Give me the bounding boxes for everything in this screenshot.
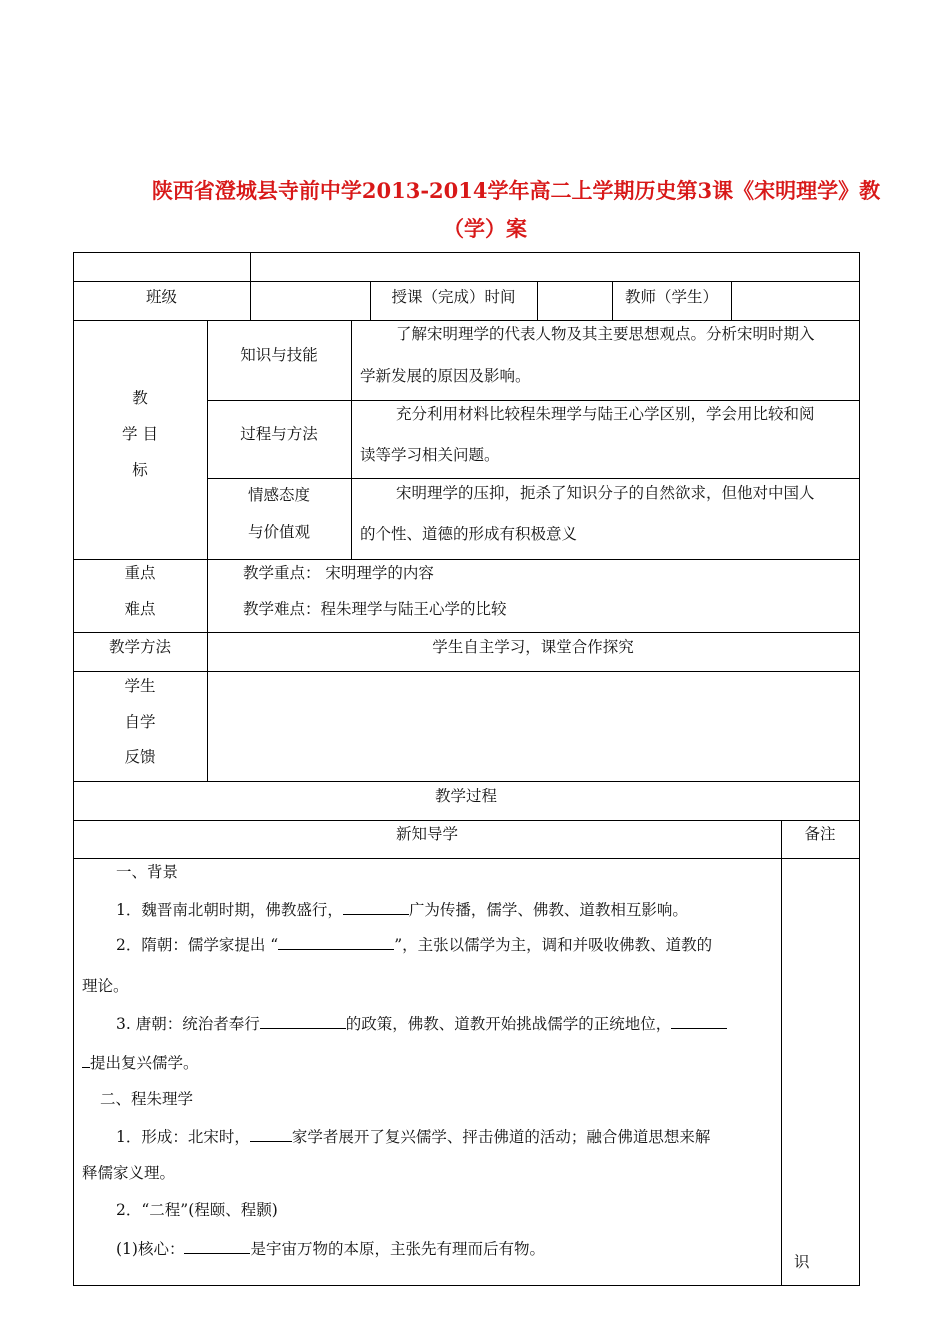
- teacher-label: 教师（学生）: [624, 288, 718, 306]
- content-line-2-cont: 理论。: [82, 977, 129, 995]
- content-line-4-cont: 释儒家义理。: [82, 1164, 176, 1182]
- objective-emotion-label-2: 与价值观: [247, 523, 310, 541]
- objectives-label-3: 标: [132, 461, 148, 479]
- content-line-6: (1)核心： 是宇宙万物的本原，主张先有理而后有物。: [116, 1240, 545, 1258]
- content-line-5: 2．“二程”(程颐、程颢): [116, 1201, 278, 1219]
- objective-emotion-text-2: 的个性、道德的形成有积极意义: [360, 525, 578, 543]
- objective-emotion-text-1: 宋明理学的压抑，扼杀了知识分子的自然欲求，但他对中国人: [396, 484, 815, 502]
- notes-column-header: 备注: [804, 825, 836, 843]
- content-line-1: 1．魏晋南北朝时期，佛教盛行， 广为传播，儒学、佛教、道教相互影响。: [116, 901, 688, 919]
- objective-process-text-2: 读等学习相关问题。: [360, 446, 500, 464]
- key-points-label-1: 重点: [124, 564, 156, 582]
- content-line-3: 3. 唐朝：统治者奉行 的政策，佛教、道教开始挑战儒学的正统地位，: [116, 1013, 727, 1034]
- method-label: 教学方法: [108, 638, 171, 656]
- key-point-line-2: 教学难点：程朱理学与陆王心学的比较: [243, 600, 507, 618]
- content-line-4: 1．形成：北宋时， 家学者展开了复兴儒学、抨击佛道的活动；融合佛道思想来解: [116, 1128, 711, 1146]
- feedback-label-1: 学生: [124, 677, 156, 695]
- objective-process-label: 过程与方法: [240, 425, 318, 443]
- objectives-label-1: 教: [132, 389, 148, 407]
- key-points-label-2: 难点: [124, 600, 156, 618]
- section-2-title: 二、程朱理学: [100, 1090, 194, 1108]
- objective-knowledge-text-1: 了解宋明理学的代表人物及其主要思想观点。分析宋明时期入: [396, 325, 815, 343]
- title-line-2: （学）案: [443, 216, 527, 241]
- content-line-3-cont: 提出复兴儒学。: [82, 1052, 199, 1073]
- content-line-2: 2．隋朝：儒学家提出 “ ”，主张以儒学为主，调和并吸收佛教、道教的: [116, 936, 713, 954]
- objective-process-text-1: 充分利用材料比较程朱理学与陆王心学区别，学会用比较和阅: [396, 405, 815, 423]
- main-column-header: 新知导学: [395, 825, 458, 843]
- method-content: 学生自主学习，课堂合作探究: [432, 638, 634, 656]
- process-header: 教学过程: [434, 787, 497, 805]
- objective-knowledge-text-2: 学新发展的原因及影响。: [360, 367, 531, 385]
- objectives-label-2: 学 目: [122, 425, 158, 443]
- notes-char: 识: [794, 1253, 810, 1271]
- feedback-label-3: 反馈: [124, 748, 156, 766]
- time-label: 授课（完成）时间: [391, 288, 516, 306]
- document-title: [80, 172, 890, 248]
- objective-emotion-label-1: 情感态度: [247, 486, 310, 504]
- key-point-line-1: 教学重点： 宋明理学的内容: [243, 564, 434, 582]
- title-line-1: 陕西省澄城县寺前中学2013-2014学年高二上学期历史第3课《宋明理学》教: [151, 178, 881, 203]
- class-label: 班级: [145, 288, 177, 306]
- section-1-title: 一、背景: [116, 863, 179, 881]
- objective-knowledge-label: 知识与技能: [240, 346, 318, 364]
- feedback-label-2: 自学: [124, 713, 156, 731]
